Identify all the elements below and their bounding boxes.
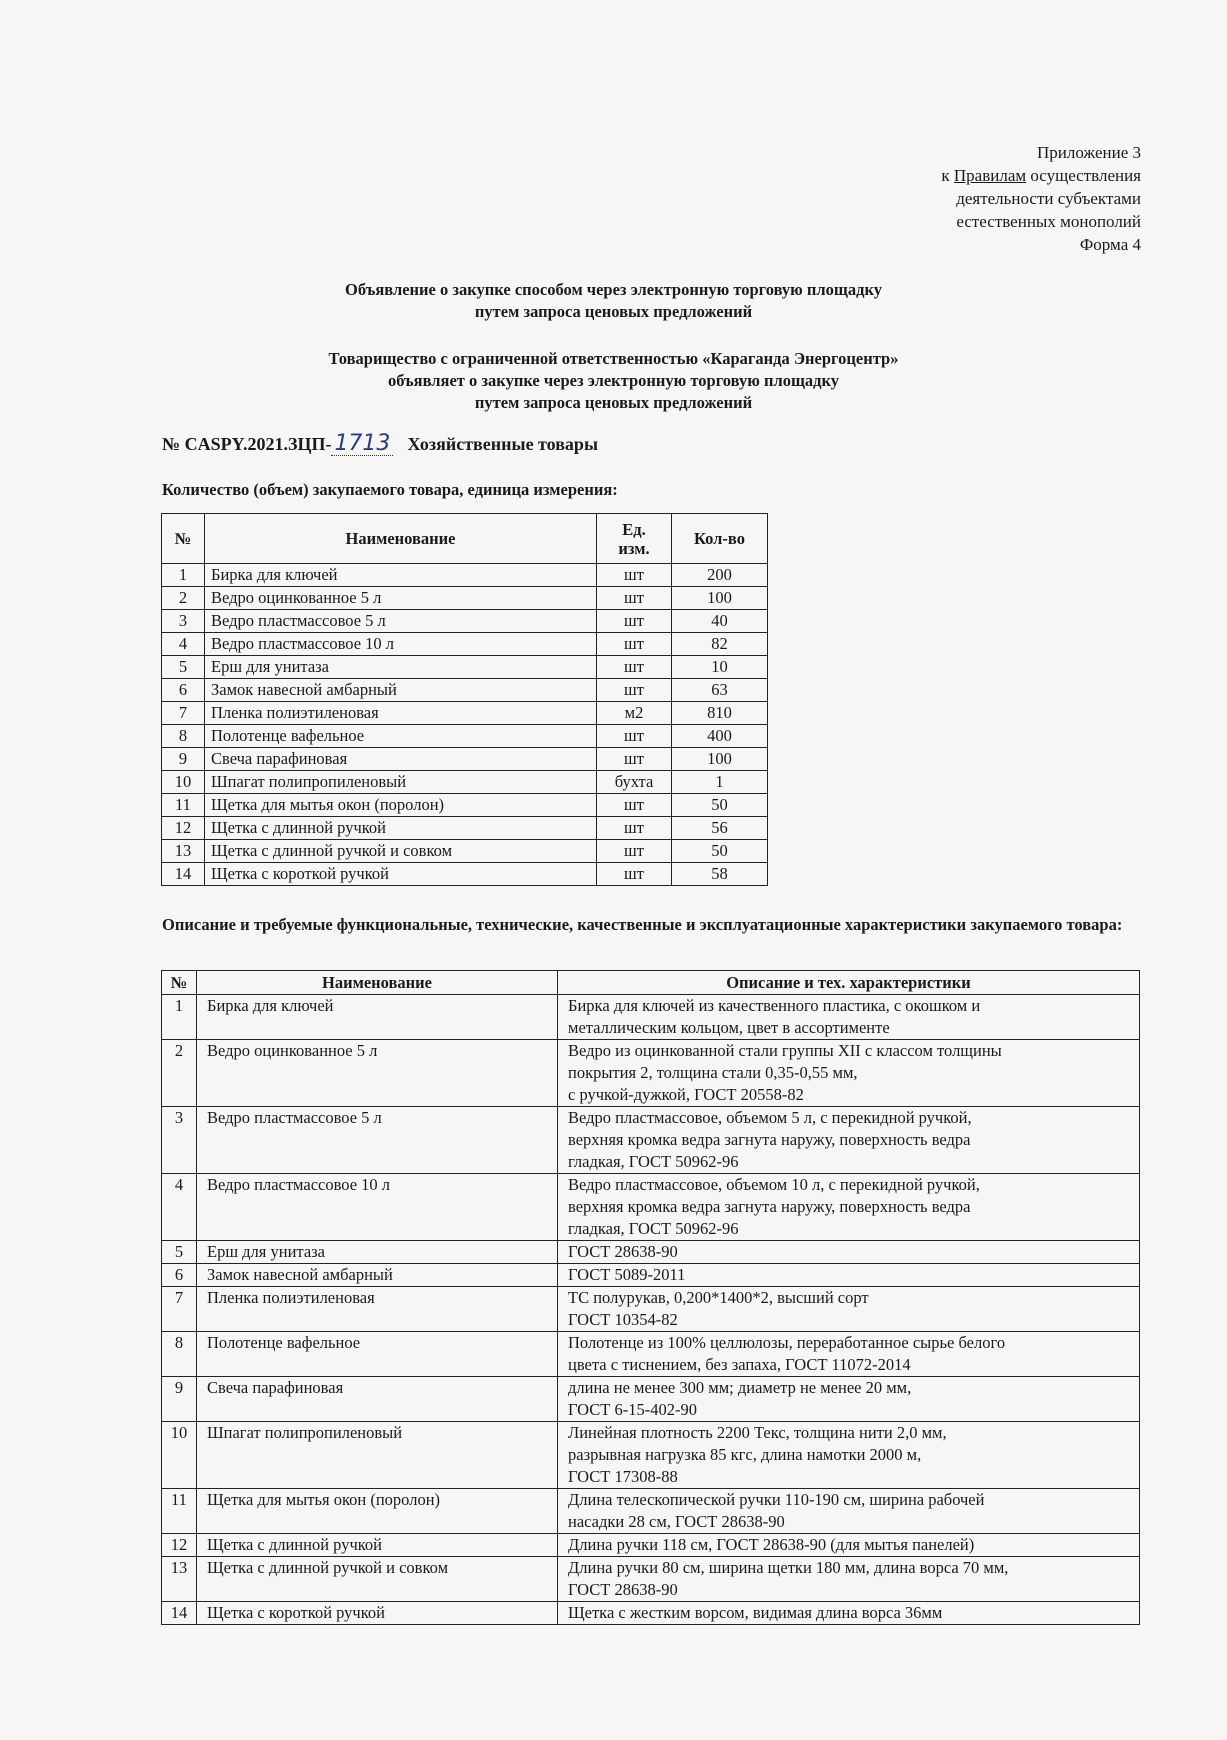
lot-title: Хозяйственные товары [407, 434, 598, 454]
row-unit: шт [597, 817, 672, 840]
row-num: 13 [162, 1557, 197, 1602]
row-unit: шт [597, 863, 672, 886]
row-num: 11 [162, 794, 205, 817]
row-description [558, 1332, 1140, 1377]
description-line: Ведро пластмассовое, объемом 5 л, с перекидной ручкой, [568, 1108, 972, 1127]
table-row [162, 1174, 1140, 1241]
row-num: 4 [162, 633, 205, 656]
table-row [162, 725, 768, 748]
table-row [162, 1422, 1140, 1489]
row-description [558, 1422, 1140, 1489]
row-num: 10 [162, 1422, 197, 1489]
row-num: 9 [162, 1377, 197, 1422]
row-num: 3 [162, 610, 205, 633]
row-name: Щетка с длинной ручкой и совком [205, 840, 597, 863]
header-num: № [162, 514, 205, 564]
quantity-caption: Количество (объем) закупаемого товара, единица измерения: [162, 480, 618, 499]
description-line: верхняя кромка ведра загнута наружу, поверхность ведра [568, 1130, 971, 1149]
row-unit: шт [597, 725, 672, 748]
row-qty: 810 [672, 702, 768, 725]
row-qty: 100 [672, 748, 768, 771]
row-name: Щетка с короткой ручкой [205, 863, 597, 886]
row-name: Щетка с длинной ручкой и совком [197, 1557, 558, 1602]
announcer-block [0, 348, 1227, 414]
row-name: Полотенце вафельное [205, 725, 597, 748]
row-num: 8 [162, 725, 205, 748]
description-line: Полотенце из 100% целлюлозы, переработанное сырье белого [568, 1333, 1006, 1352]
row-description [558, 1264, 1140, 1287]
description-line: гладкая, ГОСТ 50962-96 [568, 1219, 739, 1238]
description-line: металлическим кольцом, цвет в ассортименте [568, 1018, 890, 1037]
description-line: гладкая, ГОСТ 50962-96 [568, 1152, 739, 1171]
announcer-line: путем запроса ценовых предложений [474, 393, 753, 412]
row-num: 14 [162, 1602, 197, 1625]
description-line: ГОСТ 5089-2011 [568, 1265, 686, 1284]
lot-number-prefix: № CASPY.2021.ЗЦП- [162, 434, 332, 454]
description-line: ГОСТ 17308-88 [568, 1467, 678, 1486]
row-num: 1 [162, 564, 205, 587]
row-description [558, 1174, 1140, 1241]
description-line: ГОСТ 10354-82 [568, 1310, 678, 1329]
handwritten-lot-number: 1713 [331, 433, 393, 456]
row-name: Ведро пластмассовое 10 л [205, 633, 597, 656]
row-name: Ерш для унитаза [197, 1241, 558, 1264]
description-line: Длина ручки 80 см, ширина щетки 180 мм, длина ворса 70 мм, [568, 1558, 1009, 1577]
row-unit: шт [597, 633, 672, 656]
description-table [161, 970, 1140, 1625]
row-name: Ведро оцинкованное 5 л [197, 1040, 558, 1107]
description-line: Ведро из оцинкованной стали группы XII с классом толщины [568, 1041, 1002, 1060]
row-qty: 400 [672, 725, 768, 748]
lot-line [162, 433, 598, 456]
description-line: цвета с тиснением, без запаха, ГОСТ 11072-2014 [568, 1355, 911, 1374]
rules-link[interactable]: Правилам [953, 166, 1027, 185]
row-unit: шт [597, 748, 672, 771]
row-name: Пленка полиэтиленовая [197, 1287, 558, 1332]
description-line: ГОСТ 6-15-402-90 [568, 1400, 697, 1419]
table-row [162, 587, 768, 610]
header-desc: Описание и тех. характеристики [558, 971, 1140, 995]
table-row [162, 1534, 1140, 1557]
row-num: 2 [162, 1040, 197, 1107]
header-qty: Кол-во [672, 514, 768, 564]
description-line: ТС полурукав, 0,200*1400*2, высший сорт [568, 1288, 869, 1307]
table-header-row [162, 971, 1140, 995]
description-line: с ручкой-дужкой, ГОСТ 20558-82 [568, 1085, 804, 1104]
table-row [162, 610, 768, 633]
row-num: 3 [162, 1107, 197, 1174]
table-row [162, 995, 1140, 1040]
row-num: 12 [162, 817, 205, 840]
row-num: 6 [162, 679, 205, 702]
row-name: Полотенце вафельное [197, 1332, 558, 1377]
row-name: Шпагат полипропиленовый [205, 771, 597, 794]
row-name: Свеча парафиновая [197, 1377, 558, 1422]
appendix-prefix: к [941, 166, 954, 185]
appendix-line: Приложение 3 [1037, 143, 1141, 162]
row-description [558, 1534, 1140, 1557]
row-name: Щетка с короткой ручкой [197, 1602, 558, 1625]
row-description [558, 1602, 1140, 1625]
row-description [558, 1107, 1140, 1174]
row-description [558, 995, 1140, 1040]
description-line: Линейная плотность 2200 Текс, толщина нити 2,0 мм, [568, 1423, 947, 1442]
row-name: Ерш для унитаза [205, 656, 597, 679]
row-name: Щетка для мытья окон (поролон) [197, 1489, 558, 1534]
table-row [162, 1332, 1140, 1377]
row-qty: 82 [672, 633, 768, 656]
row-name: Бирка для ключей [205, 564, 597, 587]
table-row [162, 702, 768, 725]
appendix-line [941, 164, 1141, 187]
description-line: Ведро пластмассовое, объемом 10 л, с перекидной ручкой, [568, 1175, 980, 1194]
description-line: ГОСТ 28638-90 [568, 1242, 678, 1261]
header-name: Наименование [197, 971, 558, 995]
announcer-line: объявляет о закупке через электронную торговую площадку [387, 371, 840, 390]
row-num: 6 [162, 1264, 197, 1287]
row-qty: 58 [672, 863, 768, 886]
description-line: Длина телескопической ручки 110-190 см, ширина рабочей [568, 1490, 985, 1509]
row-description [558, 1241, 1140, 1264]
row-unit: шт [597, 564, 672, 587]
row-name: Пленка полиэтиленовая [205, 702, 597, 725]
row-unit: шт [597, 840, 672, 863]
row-qty: 10 [672, 656, 768, 679]
table-row [162, 656, 768, 679]
title-line: Объявление о закупке способом через электронную торговую площадку [345, 280, 882, 299]
description-line: насадки 28 см, ГОСТ 28638-90 [568, 1512, 785, 1531]
table-row [162, 840, 768, 863]
appendix-suffix: осуществления [1026, 166, 1141, 185]
row-qty: 63 [672, 679, 768, 702]
row-name: Щетка с длинной ручкой [205, 817, 597, 840]
row-num: 1 [162, 995, 197, 1040]
document-title [0, 279, 1227, 323]
quantity-table [161, 513, 768, 886]
row-num: 14 [162, 863, 205, 886]
row-num: 9 [162, 748, 205, 771]
row-qty: 50 [672, 840, 768, 863]
table-header-row [162, 514, 768, 564]
header-unit: Ед. изм. [597, 514, 672, 564]
row-description [558, 1557, 1140, 1602]
description-line: ГОСТ 28638-90 [568, 1580, 678, 1599]
row-name: Свеча парафиновая [205, 748, 597, 771]
row-description [558, 1489, 1140, 1534]
table-row [162, 1377, 1140, 1422]
row-unit: шт [597, 679, 672, 702]
table-row [162, 1489, 1140, 1534]
row-num: 7 [162, 1287, 197, 1332]
row-name: Бирка для ключей [197, 995, 558, 1040]
description-caption: Описание и требуемые функциональные, технические, качественные и эксплуатационные характеристики закупаемого товара: [162, 915, 1123, 934]
row-qty: 1 [672, 771, 768, 794]
row-name: Шпагат полипропиленовый [197, 1422, 558, 1489]
description-line: разрывная нагрузка 85 кгс, длина намотки 2000 м, [568, 1445, 922, 1464]
table-row [162, 679, 768, 702]
row-num: 2 [162, 587, 205, 610]
row-name: Замок навесной амбарный [197, 1264, 558, 1287]
table-row [162, 564, 768, 587]
description-line: покрытия 2, толщина стали 0,35-0,55 мм, [568, 1063, 858, 1082]
table-row [162, 748, 768, 771]
row-num: 12 [162, 1534, 197, 1557]
row-num: 5 [162, 1241, 197, 1264]
row-num: 8 [162, 1332, 197, 1377]
table-row [162, 1264, 1140, 1287]
row-unit: бухта [597, 771, 672, 794]
row-qty: 200 [672, 564, 768, 587]
row-name: Ведро пластмассовое 5 л [205, 610, 597, 633]
row-num: 10 [162, 771, 205, 794]
row-unit: шт [597, 610, 672, 633]
table-row [162, 863, 768, 886]
row-qty: 40 [672, 610, 768, 633]
announcer-line: Товарищество с ограниченной ответственностью «Караганда Энергоцентр» [328, 349, 899, 368]
table-row [162, 1602, 1140, 1625]
row-qty: 100 [672, 587, 768, 610]
description-line: Бирка для ключей из качественного пластика, с окошком и [568, 996, 981, 1015]
row-num: 5 [162, 656, 205, 679]
table-row [162, 1107, 1140, 1174]
row-num: 7 [162, 702, 205, 725]
header-num: № [162, 971, 197, 995]
row-num: 4 [162, 1174, 197, 1241]
row-qty: 56 [672, 817, 768, 840]
row-name: Замок навесной амбарный [205, 679, 597, 702]
table-row [162, 771, 768, 794]
row-qty: 50 [672, 794, 768, 817]
table-row [162, 1241, 1140, 1264]
table-row [162, 1040, 1140, 1107]
row-unit: м2 [597, 702, 672, 725]
header-name: Наименование [205, 514, 597, 564]
row-name: Ведро пластмассовое 10 л [197, 1174, 558, 1241]
row-num: 11 [162, 1489, 197, 1534]
row-num: 13 [162, 840, 205, 863]
row-unit: шт [597, 656, 672, 679]
row-description [558, 1377, 1140, 1422]
row-unit: шт [597, 587, 672, 610]
table-row [162, 1287, 1140, 1332]
description-line: длина не менее 300 мм; диаметр не менее 20 мм, [568, 1378, 912, 1397]
row-name: Ведро оцинкованное 5 л [205, 587, 597, 610]
description-line: Длина ручки 118 см, ГОСТ 28638-90 (для мытья панелей) [568, 1535, 975, 1554]
appendix-header [941, 141, 1141, 256]
table-row [162, 794, 768, 817]
row-name: Щетка для мытья окон (поролон) [205, 794, 597, 817]
row-name: Щетка с длинной ручкой [197, 1534, 558, 1557]
table-row [162, 1557, 1140, 1602]
table-row [162, 817, 768, 840]
appendix-line: деятельности субъектами [956, 189, 1141, 208]
row-name: Ведро пластмассовое 5 л [197, 1107, 558, 1174]
form-number: Форма 4 [1079, 235, 1141, 254]
row-description [558, 1040, 1140, 1107]
appendix-line: естественных монополий [956, 212, 1141, 231]
description-line: верхняя кромка ведра загнута наружу, поверхность ведра [568, 1197, 971, 1216]
row-description [558, 1287, 1140, 1332]
title-line: путем запроса ценовых предложений [474, 302, 753, 321]
table-row [162, 633, 768, 656]
row-unit: шт [597, 794, 672, 817]
description-line: Щетка с жестким ворсом, видимая длина ворса 36мм [568, 1603, 943, 1622]
